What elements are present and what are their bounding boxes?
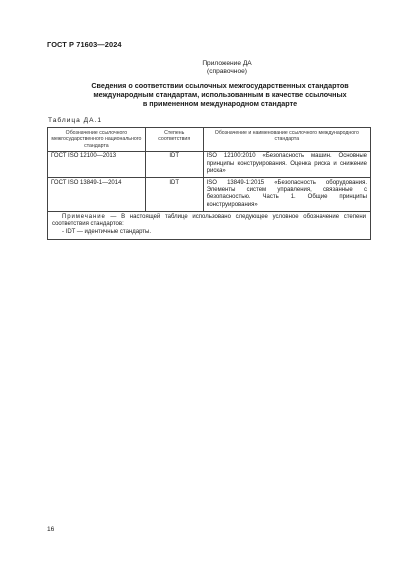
table-row: [48, 151, 371, 177]
column-header-standard: Обозначение ссылочного межгосударственного национального стандарта: [48, 128, 146, 152]
heading-line: международным стандартам, использованным в качестве ссылочных: [93, 90, 347, 100]
table-row: [48, 178, 371, 212]
note-paragraph: [52, 214, 366, 229]
note-label: Примечание: [62, 213, 106, 220]
cell-international: ISO 13849-1:2015 «Безопасность оборудования. Элементы систем управления, связанные с безопасностью. Часть 1. Общие принципы конструирования»: [203, 178, 370, 212]
appendix-heading: [70, 81, 370, 109]
column-header-international: Обозначение и наименование ссылочного международного стандарта: [203, 128, 370, 152]
correspondence-table: [47, 127, 371, 240]
table-header-row: [48, 128, 371, 152]
column-header-degree: Степень соответствия: [145, 128, 203, 152]
document-code: ГОСТ Р 71603—2024: [47, 40, 122, 49]
page-number: 16: [47, 526, 55, 533]
cell-international: ISO 12100:2010 «Безопасность машин. Основные принципы конструирования. Оценка риска и снижение риска»: [203, 151, 370, 177]
appendix-title: Приложение ДА: [202, 60, 252, 67]
table-note: [48, 211, 371, 239]
cell-degree: IDT: [145, 178, 203, 212]
heading-line: в примененном международном стандарте: [142, 99, 298, 109]
cell-standard: ГОСТ ISO 12100—2013: [48, 151, 146, 177]
appendix-subtitle: (справочное): [207, 68, 247, 75]
heading-line: Сведения о соответствии ссылочных межгосударственных стандартов: [91, 81, 349, 90]
cell-degree: IDT: [145, 151, 203, 177]
cell-standard: ГОСТ ISO 13849-1—2014: [48, 178, 146, 212]
note-text: — В настоящей таблице использовано следующее условное обозначение степени соответствия стандартов:: [52, 213, 366, 228]
table-caption: Таблица ДА.1: [48, 117, 103, 124]
note-item: - IDT — идентичные стандарты.: [62, 228, 152, 235]
table-note-row: [48, 211, 371, 239]
